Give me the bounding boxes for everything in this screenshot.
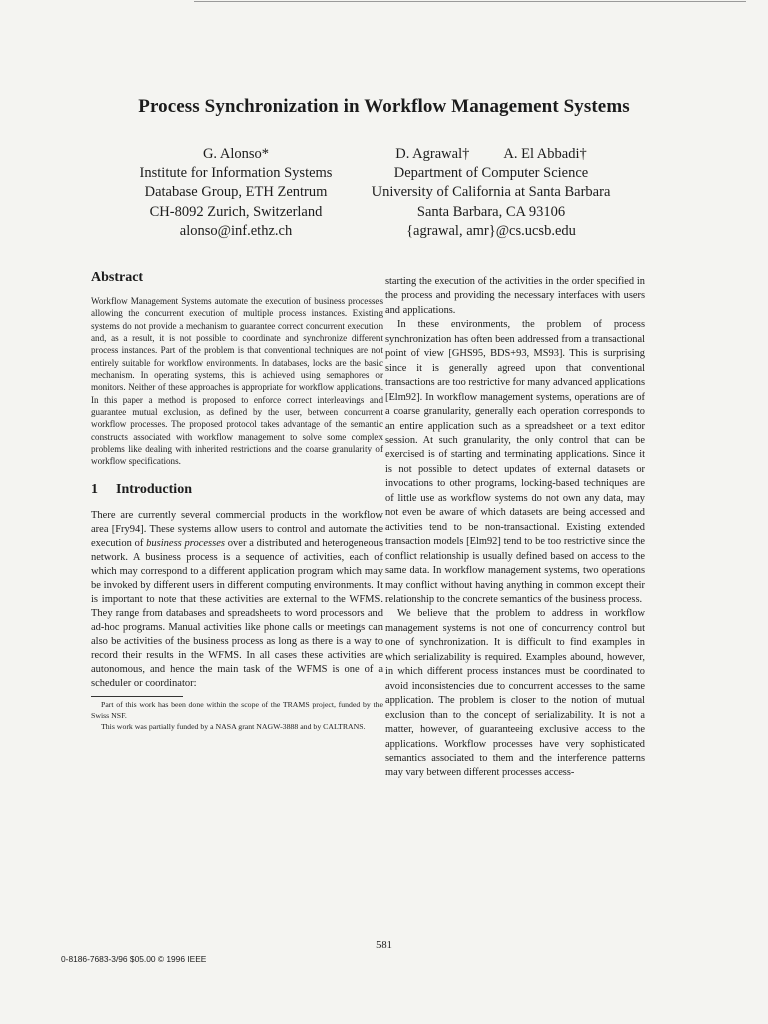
abstract-heading: Abstract xyxy=(91,270,144,285)
author-affiliation-line: Database Group, ETH Zentrum xyxy=(144,184,328,201)
right-column xyxy=(385,275,645,781)
author-affiliation-line: CH-8092 Zurich, Switzerland xyxy=(149,203,323,220)
emphasis-business-processes: business processes xyxy=(146,537,225,549)
top-rule xyxy=(194,1,746,2)
author-name: D. Agrawal† xyxy=(395,146,470,162)
author-block-agrawal-elabbadi xyxy=(348,145,634,241)
section-number: 1 xyxy=(91,481,98,497)
author-affiliation-line: University of California at Santa Barbara xyxy=(371,184,611,201)
section-heading-introduction xyxy=(91,482,383,498)
author-email: alonso@inf.ethz.ch xyxy=(179,222,293,239)
author-name: G. Alonso* xyxy=(202,146,270,162)
abstract-text: Workflow Management Systems automate the execution of business processes allowing the concurrent execution of multiple process instances. Existing systems do not provide a mechanism to guarantee correct concurrent execution and, as a result, it is not possible to coordinate and synchronize different process instances. Part of the problem is that conventional techniques are not entirely suitable for workflow environments. In databases, locks are the basic mechanism. In operating systems, this is achieved using semaphores or monitors. Neither of these approaches is appropriate for workflow applications. In this paper a method is proposed to enforce correct interleavings and guarantee mutual exclusion, as defined by the user, between concurrent workflow processes. The proposed protocol takes advantage of the semantic constructs associated with workflow management to solve some complex problems like dealing with inherited restrictions and the coarse granularity of workflow specifications. xyxy=(91,296,383,467)
body-paragraph: We believe that the problem to address in workflow management systems is not one of concurrency control but one of synchronization. It is difficult to find examples in which serializability is required. Examples abound, however, in which different process instances must be coordinated to avoid inconsistencies due to concurrent accesses to the same application. The problem is closer to the notion of mutual exclusion than to the concept of serializability. It is not a matter, however, of guaranteeing exclusive access to the applications. Workflow processes have very sophisticated semantics associated to them and the interference patterns may vary between different processes access- xyxy=(385,608,645,779)
footnote-rule xyxy=(91,696,183,697)
author-names xyxy=(348,145,634,164)
paper-title: Process Synchronization in Workflow Management Systems xyxy=(138,96,630,117)
body-paragraph: starting the execution of the activities in the order specified in the process and providing the necessary interfaces with users and applications. xyxy=(385,276,645,316)
page-number: 581 xyxy=(376,940,392,951)
section-title: Introduction xyxy=(116,481,192,497)
copyright-line: 0-8186-7683-3/96 $05.00 © 1996 IEEE xyxy=(61,954,207,964)
footnote: Part of this work has been done within the scope of the TRAMS project, funded by the Swiss NSF. xyxy=(91,700,383,721)
body-paragraph: In these environments, the problem of process synchronization has often been addressed from a transactional point of view [GHS95, BDS+93, MS93]. This is surprising since it is generally agreed upon that conventional transactions are too restrictive for many advanced applications [Elm92]. In workflow management systems, operations are of a coarse granularity, generally each operation corresponds to an entire application such as a spreadsheet or a text editor session. At such granularity, the only control that can be exercised is of starting and terminating applications. Since it is not possible to detect updates of external datasets or invocations to other programs, locking-based techniques are of little use as workflow systems do not own any data, may not even be aware of which datasets are being accessed and activities tend to be non-transactional. Existing extended transaction models [Elm92] tend to be too restrictive since the conflict relationship is usually defined based on access to the same data. In workflow management systems, two operations may conflict without having anything in common except their relationship to the concrete semantics of the business process. xyxy=(385,319,645,605)
footnote: This work was partially funded by a NASA grant NAGW-3888 and by CALTRANS. xyxy=(101,721,366,731)
author-name: A. El Abbadi† xyxy=(503,146,587,162)
author-affiliation-line: Santa Barbara, CA 93106 xyxy=(416,203,566,220)
author-affiliation-line: Institute for Information Systems xyxy=(139,165,333,182)
author-block-alonso xyxy=(106,145,366,241)
footnotes xyxy=(91,700,383,732)
introduction-paragraph: There are currently several commercial products in the workflow area [Fry94]. These systems allow users to control and automate the execution of business processes over a distributed and heterogeneous network. A business process is a sequence of activities, each of which may correspond to a different application program which may be invoked by different users in different computing environments. It is important to note that these activities are external to the WFMS. They range from databases and spreadsheets to word processors and ad-hoc programs. Manual activities like phone calls or meetings can also be activities of the business process as long as there is a way to record their results in the WFMS. In all cases these activities are autonomous, and hence the main task of the WFMS is one of a scheduler or coordinator: xyxy=(91,509,383,690)
author-affiliation-line: Department of Computer Science xyxy=(393,165,589,182)
author-email: {agrawal, amr}@cs.ucsb.edu xyxy=(406,222,576,239)
left-column xyxy=(91,270,383,732)
